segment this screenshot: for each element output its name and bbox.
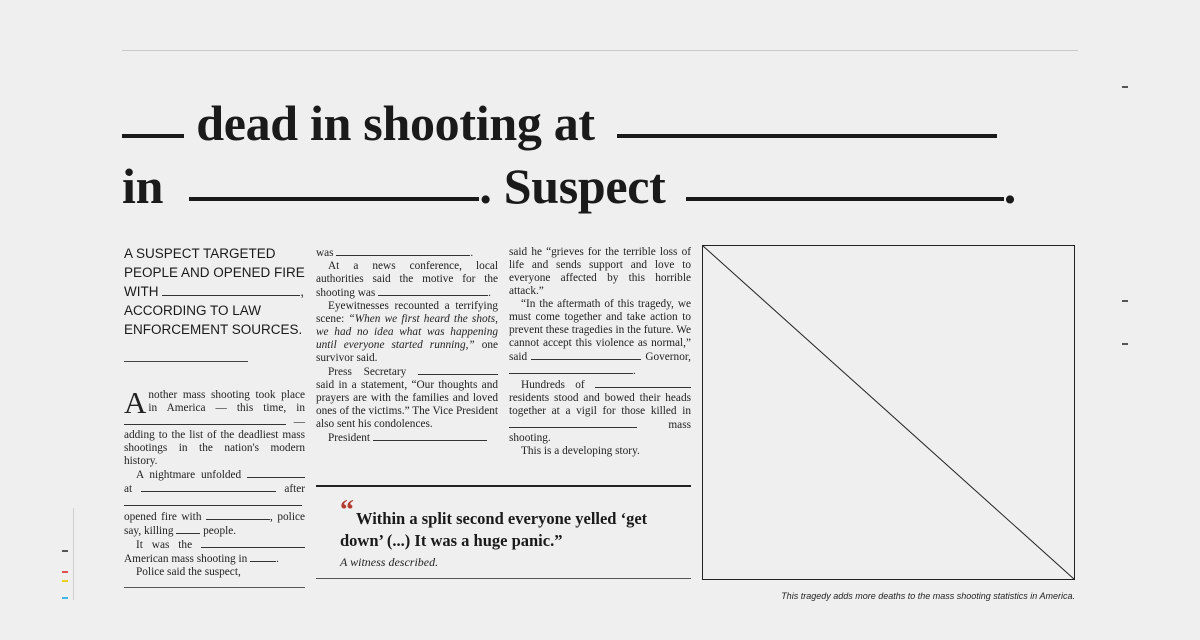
col2-paragraph-2	[316, 260, 498, 300]
col1-text: , police say, killing	[124, 511, 305, 537]
col1-text: Police said the suspect,	[136, 566, 241, 578]
col1-text: after	[284, 483, 306, 495]
col1-paragraph-1	[124, 385, 305, 468]
col2-blank	[373, 431, 487, 441]
col2-text: Press Secretary	[328, 366, 407, 378]
col1-text: .	[276, 553, 279, 565]
pullquote-bottom-rule	[316, 578, 691, 579]
deck-blank-weapon	[162, 283, 300, 296]
col1-blank	[124, 415, 286, 425]
article-column-1	[124, 385, 306, 579]
col3-text: residents stood and bowed their heads together at a vigil for those killed in	[509, 392, 691, 417]
col3-text: .	[633, 365, 636, 377]
col1-paragraph-4	[124, 566, 305, 579]
col1-text: A nightmare unfolded	[136, 469, 242, 481]
pullquote-attribution: A witness described.	[340, 555, 439, 569]
col2-blank	[336, 246, 470, 256]
col1-blank	[206, 510, 270, 520]
headline-blank-suspect	[686, 197, 1004, 201]
col1-blank	[250, 552, 276, 562]
col1-paragraph-2	[124, 468, 305, 538]
color-swatch-cyan	[62, 597, 68, 599]
col1-text: nother mass shooting took place in America — this time, in	[148, 389, 305, 414]
pullquote-top-rule	[316, 485, 691, 487]
color-swatch-yellow	[62, 580, 68, 582]
col2-text: President	[328, 432, 371, 444]
col3-text: mass shooting.	[509, 419, 691, 444]
col1-paragraph-3	[124, 538, 305, 566]
margin-tick	[1122, 343, 1128, 345]
col3-blank	[509, 418, 637, 428]
col3-text: “In the aftermath of this tragedy, we must come together and take action to prevent these tragedies in the future. We cannot accept this violence as normal,” said	[509, 298, 691, 363]
col1-blank	[176, 524, 200, 534]
deck-text-2: , ACCORDING TO LAW ENFORCEMENT SOURCES.	[124, 284, 305, 337]
col2-text: .	[470, 247, 474, 259]
col1-bottom-rule	[124, 587, 305, 588]
top-rule	[122, 50, 1078, 51]
deck-summary	[124, 244, 309, 339]
col3-blank	[509, 364, 633, 374]
col3-blank	[531, 350, 641, 360]
photo-caption: This tragedy adds more deaths to the mass shooting statistics in America.	[781, 591, 1075, 601]
headline	[122, 92, 1082, 218]
pullquote-body: Within a split second everyone yelled ‘get down’ (...) It was a huge panic.”	[340, 509, 648, 550]
color-swatch-black	[62, 550, 68, 552]
col2-blank	[418, 365, 498, 375]
col2-text: was	[316, 247, 334, 259]
col3-text: Hundreds of	[521, 379, 585, 391]
headline-blank-location	[617, 134, 997, 138]
col1-blank	[124, 496, 302, 506]
headline-line-2	[122, 155, 1082, 218]
col2-text: .	[488, 287, 491, 299]
pullquote-text	[340, 508, 670, 552]
article-column-2	[316, 246, 498, 445]
drop-cap: A	[124, 385, 147, 420]
headline-line-1	[122, 92, 1082, 155]
article-column-3	[509, 246, 691, 458]
col3-paragraph-3	[509, 378, 691, 445]
margin-tick	[1122, 86, 1128, 88]
margin-line	[73, 508, 74, 600]
col2-paragraph-1	[316, 246, 498, 260]
col1-text: opened fire with	[124, 511, 202, 523]
col3-paragraph-2	[509, 298, 691, 378]
col1-blank	[247, 468, 305, 478]
col3-text: Governor,	[645, 351, 691, 363]
headline-text-in: in	[122, 158, 164, 214]
headline-period: .	[1003, 158, 1016, 214]
eyewitness-quote: “When we first heard the shots, we had no idea what was happening until everyone started running,”	[316, 313, 498, 351]
headline-blank-count	[122, 134, 184, 138]
col1-text: — adding to the list of the deadliest mass shootings in the nation's modern history.	[124, 416, 305, 467]
image-placeholder	[702, 245, 1075, 580]
col2-text: said in a statement, “Our thoughts and prayers are with the families and loved ones of the victims.” The Vice President also sent his condolences.	[316, 379, 498, 430]
color-swatch-red	[62, 571, 68, 573]
col2-text: At a news conference, local authorities said the motive for the shooting was	[316, 260, 498, 299]
col1-text: American mass shooting in	[124, 553, 248, 565]
col3-paragraph-1: said he “grieves for the terrible loss of life and sends support and love to everyone affected by this horrible attack.”	[509, 246, 691, 297]
margin-tick	[1122, 300, 1128, 302]
col3-blank	[595, 378, 691, 388]
deck-text-1: A SUSPECT TARGETED PEOPLE AND OPENED FIRE WITH	[124, 246, 305, 299]
headline-blank-city	[189, 197, 479, 201]
col2-paragraph-5	[316, 431, 498, 445]
headline-text-suspect: . Suspect	[479, 158, 666, 214]
col2-text: one survivor said.	[316, 339, 498, 364]
col2-paragraph-3	[316, 300, 498, 365]
headline-text-1: dead in shooting at	[196, 95, 595, 151]
col2-text: Eyewitnesses recounted a terrifying scene:	[316, 300, 498, 325]
col1-text: at	[124, 483, 133, 495]
col3-paragraph-4: This is a developing story.	[521, 445, 640, 457]
col1-text: It was the	[136, 539, 193, 551]
col2-paragraph-4	[316, 365, 498, 431]
col1-text: people.	[203, 525, 237, 537]
quote-mark-icon: “	[340, 495, 354, 526]
col1-blank	[141, 482, 276, 492]
col1-blank	[201, 538, 305, 548]
col2-blank	[378, 286, 488, 296]
deck-rule	[124, 361, 248, 362]
